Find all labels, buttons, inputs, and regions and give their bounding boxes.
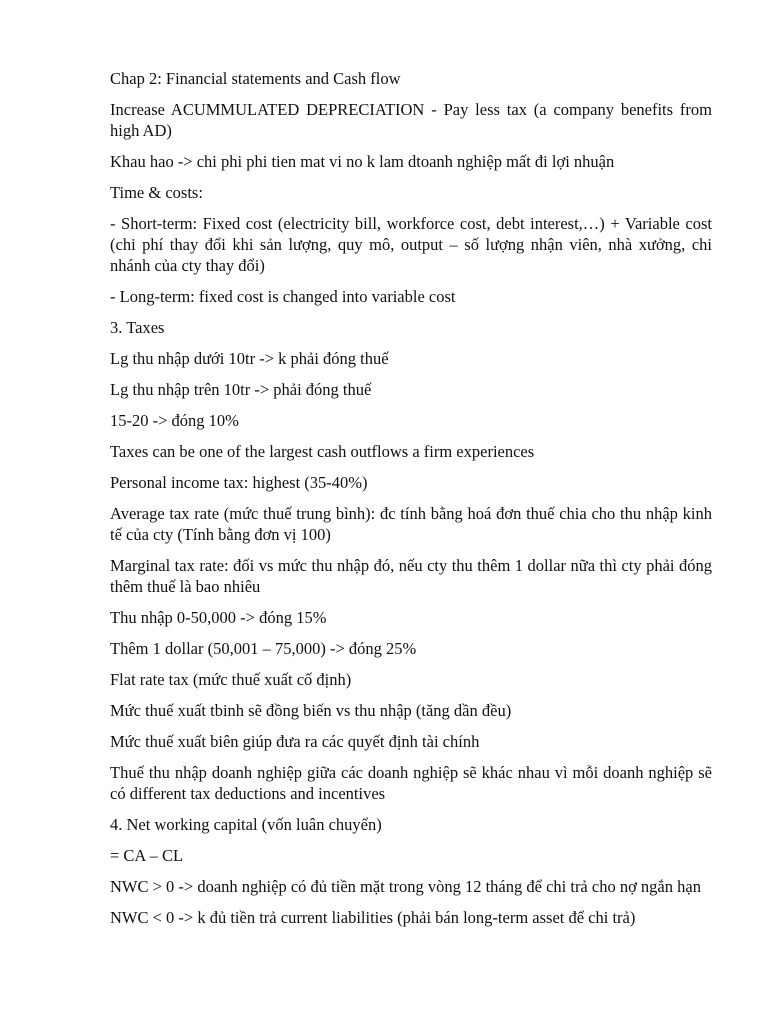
paragraph-marginal-rate-decisions: Mức thuế xuất biên giúp đưa ra các quyết định tài chính — [110, 732, 480, 751]
paragraph-flat-rate-tax: Flat rate tax (mức thuế xuất cố định) — [110, 670, 352, 689]
paragraph-long-term: - Long-term: fixed cost is changed into variable cost — [110, 287, 456, 306]
paragraph-short-term: - Short-term: Fixed cost (electricity bill, workforce cost, debt interest,…) + Variable cost (chi phí thay đổi khi sản lượng, quy mô, output – số lượng nhận viên, nhà xưởng, chi nhánh của cty thay đổi) — [110, 214, 712, 275]
paragraph-average-tax-rate: Average tax rate (mức thuế trung bình): đc tính bằng hoá đơn thuế chia cho thu nhập kinh tế của cty (Tính bằng đơn vị 100) — [110, 504, 712, 544]
section-heading-taxes: 3. Taxes — [110, 318, 165, 337]
section-heading-nwc: 4. Net working capital (vốn luân chuyển) — [110, 815, 382, 834]
paragraph-income-above: Lg thu nhập trên 10tr -> phải đóng thuế — [110, 380, 372, 399]
paragraph-depreciation: Increase ACUMMULATED DEPRECIATION - Pay less tax (a company benefits from high AD) — [110, 100, 712, 140]
paragraph-khau-hao: Khau hao -> chi phi phi tien mat vi no k lam dtoanh nghiệp mất đi lợi nhuận — [110, 152, 615, 171]
paragraph-personal-income-tax: Personal income tax: highest (35-40%) — [110, 473, 368, 492]
paragraph-ca-cl: = CA – CL — [110, 846, 184, 865]
heading-time-costs: Time & costs: — [110, 183, 203, 202]
paragraph-income-below: Lg thu nhập dưới 10tr -> k phải đóng thuế — [110, 349, 389, 368]
paragraph-average-rate-covaries: Mức thuế xuất tbinh sẽ đồng biến vs thu nhập (tăng dần đều) — [110, 701, 512, 720]
paragraph-corporate-income-tax: Thuế thu nhập doanh nghiệp giữa các doanh nghiệp sẽ khác nhau vì mỗi doanh nghiệp sẽ có different tax deductions and incentives — [110, 763, 712, 803]
paragraph-extra-dollar: Thêm 1 dollar (50,001 – 75,000) -> đóng 25% — [110, 639, 417, 658]
paragraph-nwc-negative: NWC < 0 -> k đủ tiền trả current liabilities (phải bán long-term asset để chi trả) — [110, 908, 636, 927]
chapter-title: Chap 2: Financial statements and Cash flow — [110, 69, 401, 88]
paragraph-nwc-positive: NWC > 0 -> doanh nghiệp có đủ tiền mặt trong vòng 12 tháng để chi trả cho nợ ngắn hạn — [110, 877, 701, 896]
paragraph-income-0-50000: Thu nhập 0-50,000 -> đóng 15% — [110, 608, 327, 627]
paragraph-15-20: 15-20 -> đóng 10% — [110, 411, 239, 430]
document-page — [110, 68, 712, 938]
paragraph-cash-outflows: Taxes can be one of the largest cash outflows a firm experiences — [110, 442, 535, 461]
paragraph-marginal-tax-rate: Marginal tax rate: đối vs mức thu nhập đó, nếu cty thu thêm 1 dollar nữa thì cty phải đóng thêm thuế là bao nhiêu — [110, 556, 712, 596]
